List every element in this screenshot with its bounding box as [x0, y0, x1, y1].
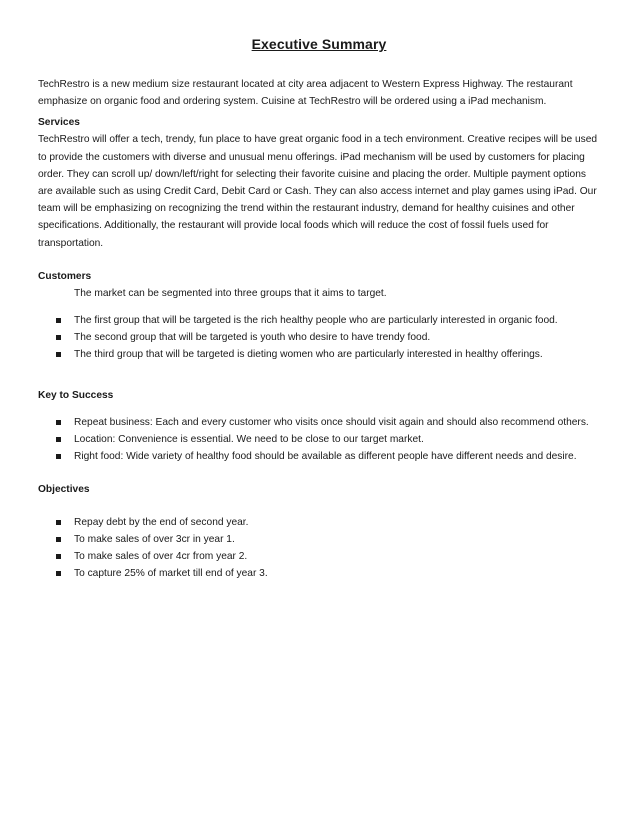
- page-title: Executive Summary: [251, 36, 387, 52]
- customers-intro: The market can be segmented into three groups that it aims to target.: [74, 287, 387, 299]
- square-bullet-icon: [56, 537, 61, 542]
- square-bullet-icon: [56, 571, 61, 576]
- services-heading: Services: [38, 117, 80, 129]
- square-bullet-icon: [56, 437, 61, 442]
- list-item: Repay debt by the end of second year.: [54, 514, 600, 531]
- services-paragraph: TechRestro will offer a tech, trendy, fun place to have great organic food in a tech environment. Creative recipes will be used to provide the customers with diverse and unusual menu offerings. iPad mechanism will be used by customers for placing order. They can scroll up/ down/left/right for selecting their favorite cuisine and placing the order. Multiple payment options are available such as using Credit Card, Debit Card or Cash. They can also access internet and play games using iPad. Our team will be emphasizing on recognizing the trend within the restaurant industry, demand for healthy cuisines and other specifications. Additionally, the restaurant will provide local foods which will reduce the cost of fossil fuels used for transportation.: [38, 134, 598, 249]
- objectives-list: [38, 514, 600, 582]
- customers-list: [38, 312, 600, 363]
- key-to-success-heading: Key to Success: [38, 389, 114, 401]
- square-bullet-icon: [56, 554, 61, 559]
- key-to-success-list: [38, 414, 600, 465]
- square-bullet-icon: [56, 352, 61, 357]
- square-bullet-icon: [56, 520, 61, 525]
- list-item: Location: Convenience is essential. We need to be close to our target market.: [54, 431, 600, 448]
- list-item: The first group that will be targeted is the rich healthy people who are particularly interested in organic food.: [54, 312, 600, 329]
- list-item: To capture 25% of market till end of year 3.: [54, 565, 600, 582]
- objectives-heading: Objectives: [38, 483, 90, 495]
- list-item: To make sales of over 3cr in year 1.: [54, 531, 600, 548]
- intro-paragraph: TechRestro is a new medium size restaurant located at city area adjacent to Western Express Highway. The restaurant emphasize on organic food and ordering system. Cuisine at TechRestro will be ordered using a iPad mechanism.: [38, 79, 573, 108]
- list-item: Right food: Wide variety of healthy food should be available as different people have different needs and desire.: [54, 448, 600, 465]
- square-bullet-icon: [56, 335, 61, 340]
- list-item: The third group that will be targeted is dieting women who are particularly interested in healthy offerings.: [54, 346, 600, 363]
- square-bullet-icon: [56, 318, 61, 323]
- list-item: Repeat business: Each and every customer who visits once should visit again and should also recommend others.: [54, 414, 600, 431]
- square-bullet-icon: [56, 454, 61, 459]
- square-bullet-icon: [56, 420, 61, 425]
- customers-heading: Customers: [38, 270, 92, 282]
- list-item: The second group that will be targeted is youth who desire to have trendy food.: [54, 329, 600, 346]
- list-item: To make sales of over 4cr from year 2.: [54, 548, 600, 565]
